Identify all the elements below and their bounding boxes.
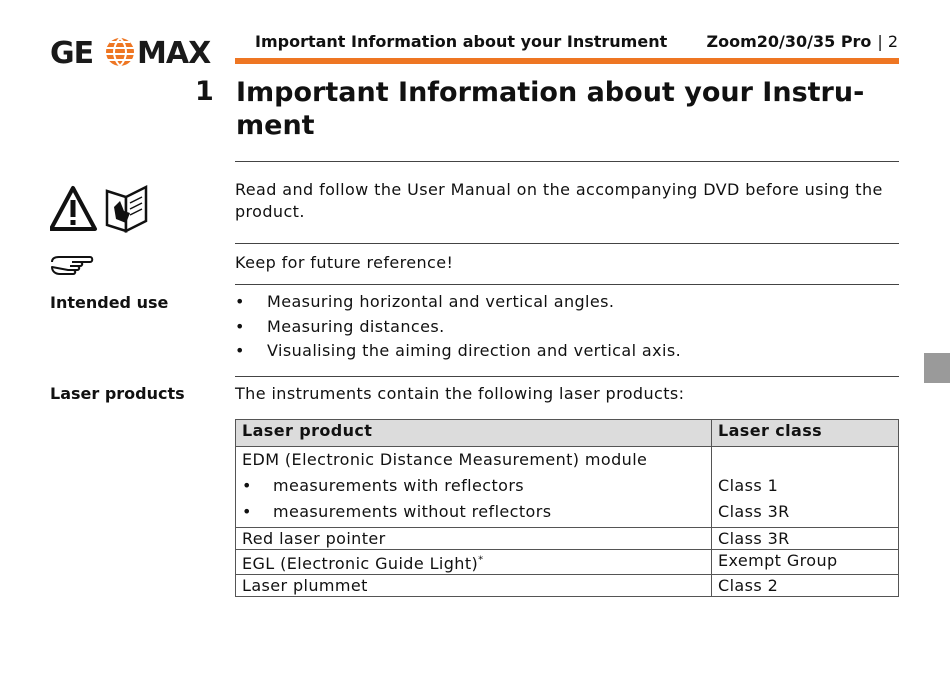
list-item: • Measuring horizontal and vertical angles. xyxy=(235,292,681,317)
laser-products-table xyxy=(235,419,899,597)
edm-row-product: • measurements without reflectors xyxy=(242,500,705,526)
footnote-marker: * xyxy=(478,554,484,566)
page-number: 2 xyxy=(887,32,898,51)
header-accent-bar xyxy=(235,58,899,64)
laser-products-intro: The instruments contain the following laser products: xyxy=(235,384,685,403)
manual-book-icon xyxy=(104,183,150,233)
laser-products-label: Laser products xyxy=(50,384,185,403)
table-row xyxy=(236,528,899,550)
product-name: Laser plummet xyxy=(242,576,368,595)
edm-row-class: Class 3R xyxy=(718,502,790,521)
chapter-title: Important Information about your Instru-ment xyxy=(236,77,865,141)
class-cell: Exempt Group xyxy=(712,550,899,575)
edm-product-cell xyxy=(236,447,712,528)
chapter-number: 1 xyxy=(195,76,214,107)
divider xyxy=(235,376,899,377)
header-product-page xyxy=(707,32,899,51)
column-header-class: Laser class xyxy=(712,420,899,447)
class-cell: Class 3R xyxy=(712,528,899,550)
product-cell xyxy=(236,575,712,597)
product-cell xyxy=(236,550,712,575)
manual-notice-text: Read and follow the User Manual on the accompanying DVD before using the product. xyxy=(235,180,883,221)
svg-text:MAX: MAX xyxy=(137,36,211,68)
pointing-hand-icon xyxy=(50,254,94,276)
table-row xyxy=(236,447,899,528)
product-cell xyxy=(236,528,712,550)
header-title: Important Information about your Instrument xyxy=(255,32,668,51)
edm-row-product: • measurements with reflectors xyxy=(242,474,705,500)
product-name: EGL (Electronic Guide Light) xyxy=(242,554,479,573)
product-name: Red laser pointer xyxy=(242,529,386,548)
table-header-row xyxy=(236,420,899,447)
section-tab-marker xyxy=(924,353,950,383)
divider xyxy=(235,243,899,244)
intended-use-label: Intended use xyxy=(50,293,169,312)
table-row xyxy=(236,550,899,575)
table-row xyxy=(236,575,899,597)
edm-title: EDM (Electronic Distance Measurement) module xyxy=(242,450,648,469)
header-separator: | xyxy=(877,32,883,51)
column-header-product: Laser product xyxy=(236,420,712,447)
edm-row-class: Class 1 xyxy=(718,476,779,495)
header-product: Zoom20/30/35 Pro xyxy=(706,32,872,51)
divider xyxy=(235,161,899,162)
reference-notice-text: Keep for future reference! xyxy=(235,253,454,272)
intended-use-list xyxy=(235,292,681,366)
svg-text:GE: GE xyxy=(50,36,94,68)
edm-class-cell xyxy=(712,447,899,528)
list-item: • Measuring distances. xyxy=(235,317,681,342)
divider xyxy=(235,284,899,285)
class-cell: Class 2 xyxy=(712,575,899,597)
list-item: • Visualising the aiming direction and vertical axis. xyxy=(235,341,681,366)
geomax-logo xyxy=(50,36,215,68)
